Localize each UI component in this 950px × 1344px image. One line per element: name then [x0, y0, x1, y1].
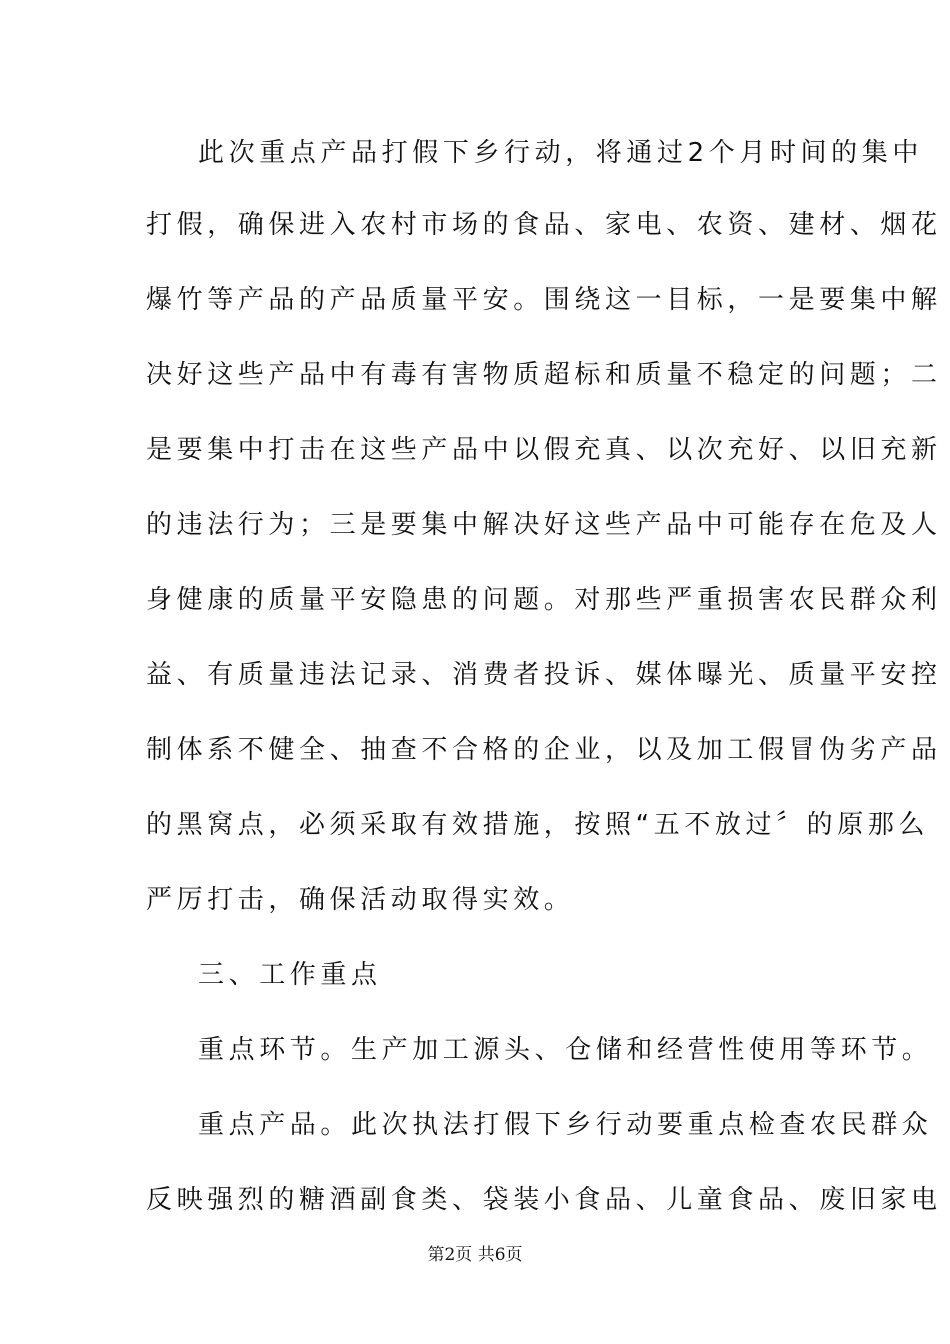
paragraph-line: 益、有质量违法记录、消费者投诉、媒体曝光、质量平安控	[146, 660, 942, 690]
paragraph-line: 决好这些产品中有毒有害物质超标和质量不稳定的问题；二	[146, 360, 942, 390]
paragraph-line: 重点产品。此次执法打假下乡行动要重点检查农民群众	[198, 1110, 933, 1140]
paragraph-line: 重点环节。生产加工源头、仓储和经营性使用等环节。	[198, 1035, 933, 1065]
paragraph-line: 严厉打击，确保活动取得实效。	[146, 885, 575, 915]
paragraph-line: 是要集中打击在这些产品中以假充真、以次充好、以旧充新	[146, 435, 942, 465]
paragraph-line: 的黑窝点，必须采取有效措施，按照“五不放过〞的原那么	[146, 810, 930, 840]
paragraph-line: 反映强烈的糖酒副食类、袋装小食品、儿童食品、废旧家电	[146, 1185, 942, 1215]
paragraph-line: 制体系不健全、抽查不合格的企业，以及加工假冒伪劣产品	[146, 735, 942, 765]
paragraph-line: 的违法行为；三是要集中解决好这些产品中可能存在危及人	[146, 510, 942, 540]
section-heading: 三、工作重点	[198, 960, 382, 990]
paragraph-line: 爆竹等产品的产品质量平安。围绕这一目标，一是要集中解	[146, 285, 942, 315]
paragraph-line: 身健康的质量平安隐患的问题。对那些严重损害农民群众利	[146, 585, 942, 615]
paragraph-line: 打假，确保进入农村市场的食品、家电、农资、建材、烟花	[146, 210, 942, 240]
paragraph-line: 此次重点产品打假下乡行动，将通过2个月时间的集中	[198, 138, 923, 168]
page-number-footer: 第2页 共6页	[427, 1245, 523, 1265]
